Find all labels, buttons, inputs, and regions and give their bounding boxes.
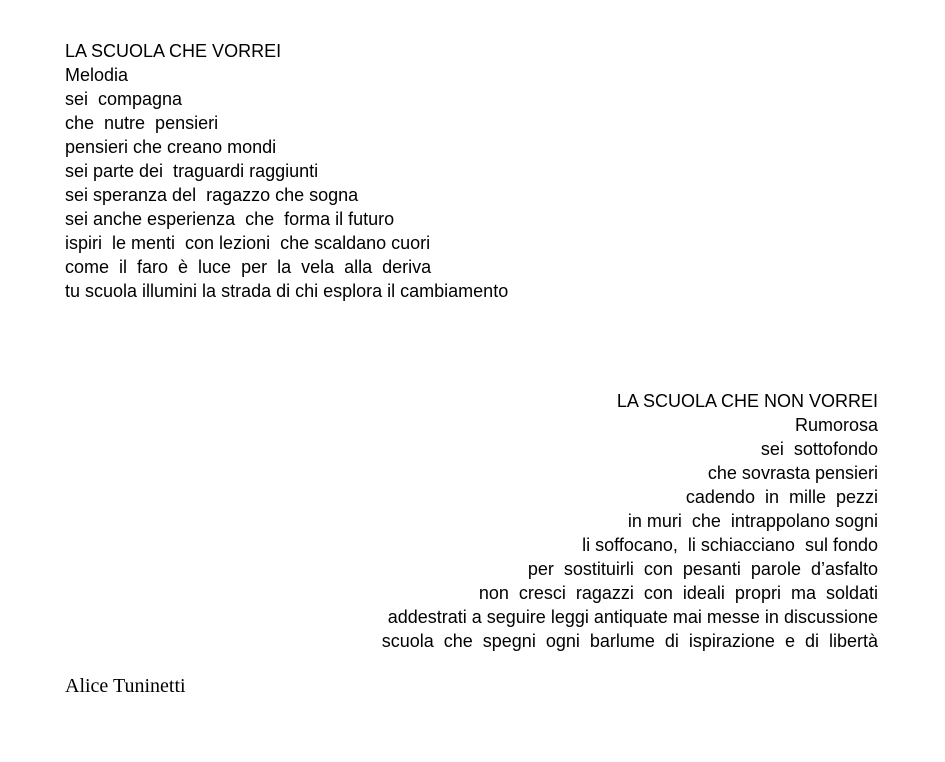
poem-right-line: addestrati a seguire leggi antiquate mai messe in discussione xyxy=(387,607,878,627)
poem-right-line: scuola che spegni ogni barlume di ispirazione e di libertà xyxy=(381,631,878,651)
poem-right-line: che sovrasta pensieri xyxy=(707,463,878,483)
poem-right-line: sei sottofondo xyxy=(760,439,878,459)
poem-left-line: pensieri che creano mondi xyxy=(65,137,277,157)
poem-left-line: tu scuola illumini la strada di chi esplora il cambiamento xyxy=(65,281,509,301)
poem-right-line: non cresci ragazzi con ideali propri ma soldati xyxy=(478,583,878,603)
poem-right-line: in muri che intrappolano sogni xyxy=(627,511,878,531)
author-name: Alice Tuninetti xyxy=(65,675,186,697)
poem-la-scuola-che-non-vorrei xyxy=(382,389,878,653)
poem-left-line: sei compagna xyxy=(65,89,183,109)
poem-right-line: Rumorosa xyxy=(794,415,878,435)
poem-la-scuola-che-vorrei xyxy=(65,39,508,303)
poem-right-line: li soffocano, li schiacciano sul fondo xyxy=(582,535,878,555)
poem-left-line: sei anche esperienza che forma il futuro xyxy=(65,209,395,229)
poem-left-line: Melodia xyxy=(65,65,129,85)
poem-right-title: LA SCUOLA CHE NON VORREI xyxy=(616,391,878,411)
poem-left-line: sei parte dei traguardi raggiunti xyxy=(65,161,319,181)
poem-left-line: sei speranza del ragazzo che sogna xyxy=(65,185,359,205)
poem-right-line: cadendo in mille pezzi xyxy=(685,487,878,507)
poem-right-line: per sostituirli con pesanti parole d’asfalto xyxy=(527,559,878,579)
poem-left-line: ispiri le menti con lezioni che scaldano cuori xyxy=(65,233,431,253)
poem-left-line: che nutre pensieri xyxy=(65,113,219,133)
poem-left-line: come il faro è luce per la vela alla deriva xyxy=(65,257,432,277)
poem-left-title: LA SCUOLA CHE VORREI xyxy=(65,41,282,61)
